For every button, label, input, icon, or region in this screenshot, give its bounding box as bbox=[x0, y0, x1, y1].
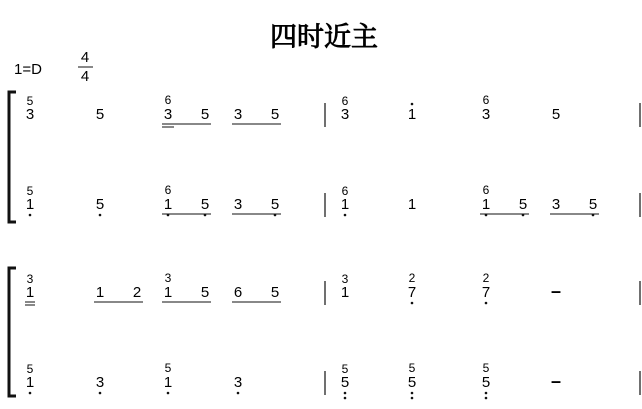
octave-dot-below bbox=[29, 392, 32, 395]
chord-bottom: 3 bbox=[340, 106, 350, 123]
note: 5 bbox=[95, 196, 105, 213]
chord-top: 5 bbox=[26, 362, 34, 376]
note: 3 bbox=[95, 374, 105, 391]
chord-note: 5 bbox=[482, 361, 490, 375]
note: 5 bbox=[270, 196, 280, 213]
octave-dot-below bbox=[344, 397, 347, 400]
octave-dot-above bbox=[411, 103, 414, 106]
note: 5 bbox=[551, 106, 561, 123]
chord-bottom: 1 bbox=[340, 196, 350, 213]
chord-note: 6 bbox=[164, 183, 172, 197]
note: 3 bbox=[233, 374, 243, 391]
octave-dot-below bbox=[29, 214, 32, 217]
note: 1 bbox=[163, 374, 173, 391]
octave-dot-below bbox=[485, 302, 488, 305]
octave-dot-below bbox=[411, 302, 414, 305]
note: 5 bbox=[200, 196, 210, 213]
octave-dot-below bbox=[344, 214, 347, 217]
note: 1 bbox=[407, 106, 417, 123]
time-signature-top: 4 bbox=[80, 49, 90, 66]
chord-top: 6 bbox=[341, 94, 349, 108]
time-signature-bottom: 4 bbox=[80, 68, 90, 85]
chord-bottom: 1 bbox=[25, 374, 35, 391]
octave-dot-below bbox=[167, 392, 170, 395]
octave-dot-below bbox=[485, 392, 488, 395]
note: 5 bbox=[407, 374, 417, 391]
note: 3 bbox=[233, 106, 243, 123]
chord-note: 2 bbox=[408, 271, 416, 285]
note: 2 bbox=[132, 284, 142, 301]
note: 3 bbox=[551, 196, 561, 213]
chord-bottom: 1 bbox=[25, 196, 35, 213]
octave-dot-below bbox=[99, 214, 102, 217]
note: 1 bbox=[407, 196, 417, 213]
chord-note: 5 bbox=[408, 361, 416, 375]
chord-top: 5 bbox=[341, 362, 349, 376]
chord-note: 2 bbox=[482, 271, 490, 285]
score-systems bbox=[9, 92, 640, 399]
chord-bottom: 1 bbox=[25, 284, 35, 301]
chord-top: 6 bbox=[341, 184, 349, 198]
chord-top: 5 bbox=[26, 94, 34, 108]
note: 1 bbox=[163, 196, 173, 213]
note: 3 bbox=[163, 106, 173, 123]
note: 3 bbox=[233, 196, 243, 213]
chord-top: 3 bbox=[26, 272, 34, 286]
note: 6 bbox=[233, 284, 243, 301]
octave-dot-below bbox=[411, 392, 414, 395]
chord-note: 3 bbox=[164, 271, 172, 285]
note: 7 bbox=[407, 284, 417, 301]
chord-top: 3 bbox=[341, 272, 349, 286]
note: 3 bbox=[481, 106, 491, 123]
chord-note: 6 bbox=[482, 93, 490, 107]
note: 5 bbox=[270, 106, 280, 123]
chord-note: 6 bbox=[164, 93, 172, 107]
note: 1 bbox=[163, 284, 173, 301]
note: 5 bbox=[95, 106, 105, 123]
note: 5 bbox=[481, 374, 491, 391]
system-bracket bbox=[9, 268, 16, 396]
note: 5 bbox=[588, 196, 598, 213]
octave-dot-below bbox=[485, 397, 488, 400]
chord-bottom: 1 bbox=[340, 284, 350, 301]
rest-dash: – bbox=[550, 371, 562, 391]
octave-dot-below bbox=[344, 392, 347, 395]
octave-dot-below bbox=[411, 397, 414, 400]
chord-top: 5 bbox=[26, 184, 34, 198]
note: 5 bbox=[270, 284, 280, 301]
note: 5 bbox=[200, 106, 210, 123]
chord-bottom: 5 bbox=[340, 374, 350, 391]
key-signature: 1=D bbox=[14, 61, 42, 78]
chord-note: 6 bbox=[482, 183, 490, 197]
octave-dot-below bbox=[99, 392, 102, 395]
octave-dot-below bbox=[237, 392, 240, 395]
note: 1 bbox=[481, 196, 491, 213]
note: 5 bbox=[518, 196, 528, 213]
system-bracket bbox=[9, 92, 16, 222]
chord-bottom: 3 bbox=[25, 106, 35, 123]
note: 7 bbox=[481, 284, 491, 301]
note: 5 bbox=[200, 284, 210, 301]
score-title: 四时近主 bbox=[270, 22, 378, 53]
chord-note: 5 bbox=[164, 361, 172, 375]
rest-dash: – bbox=[550, 281, 562, 301]
note: 1 bbox=[95, 284, 105, 301]
